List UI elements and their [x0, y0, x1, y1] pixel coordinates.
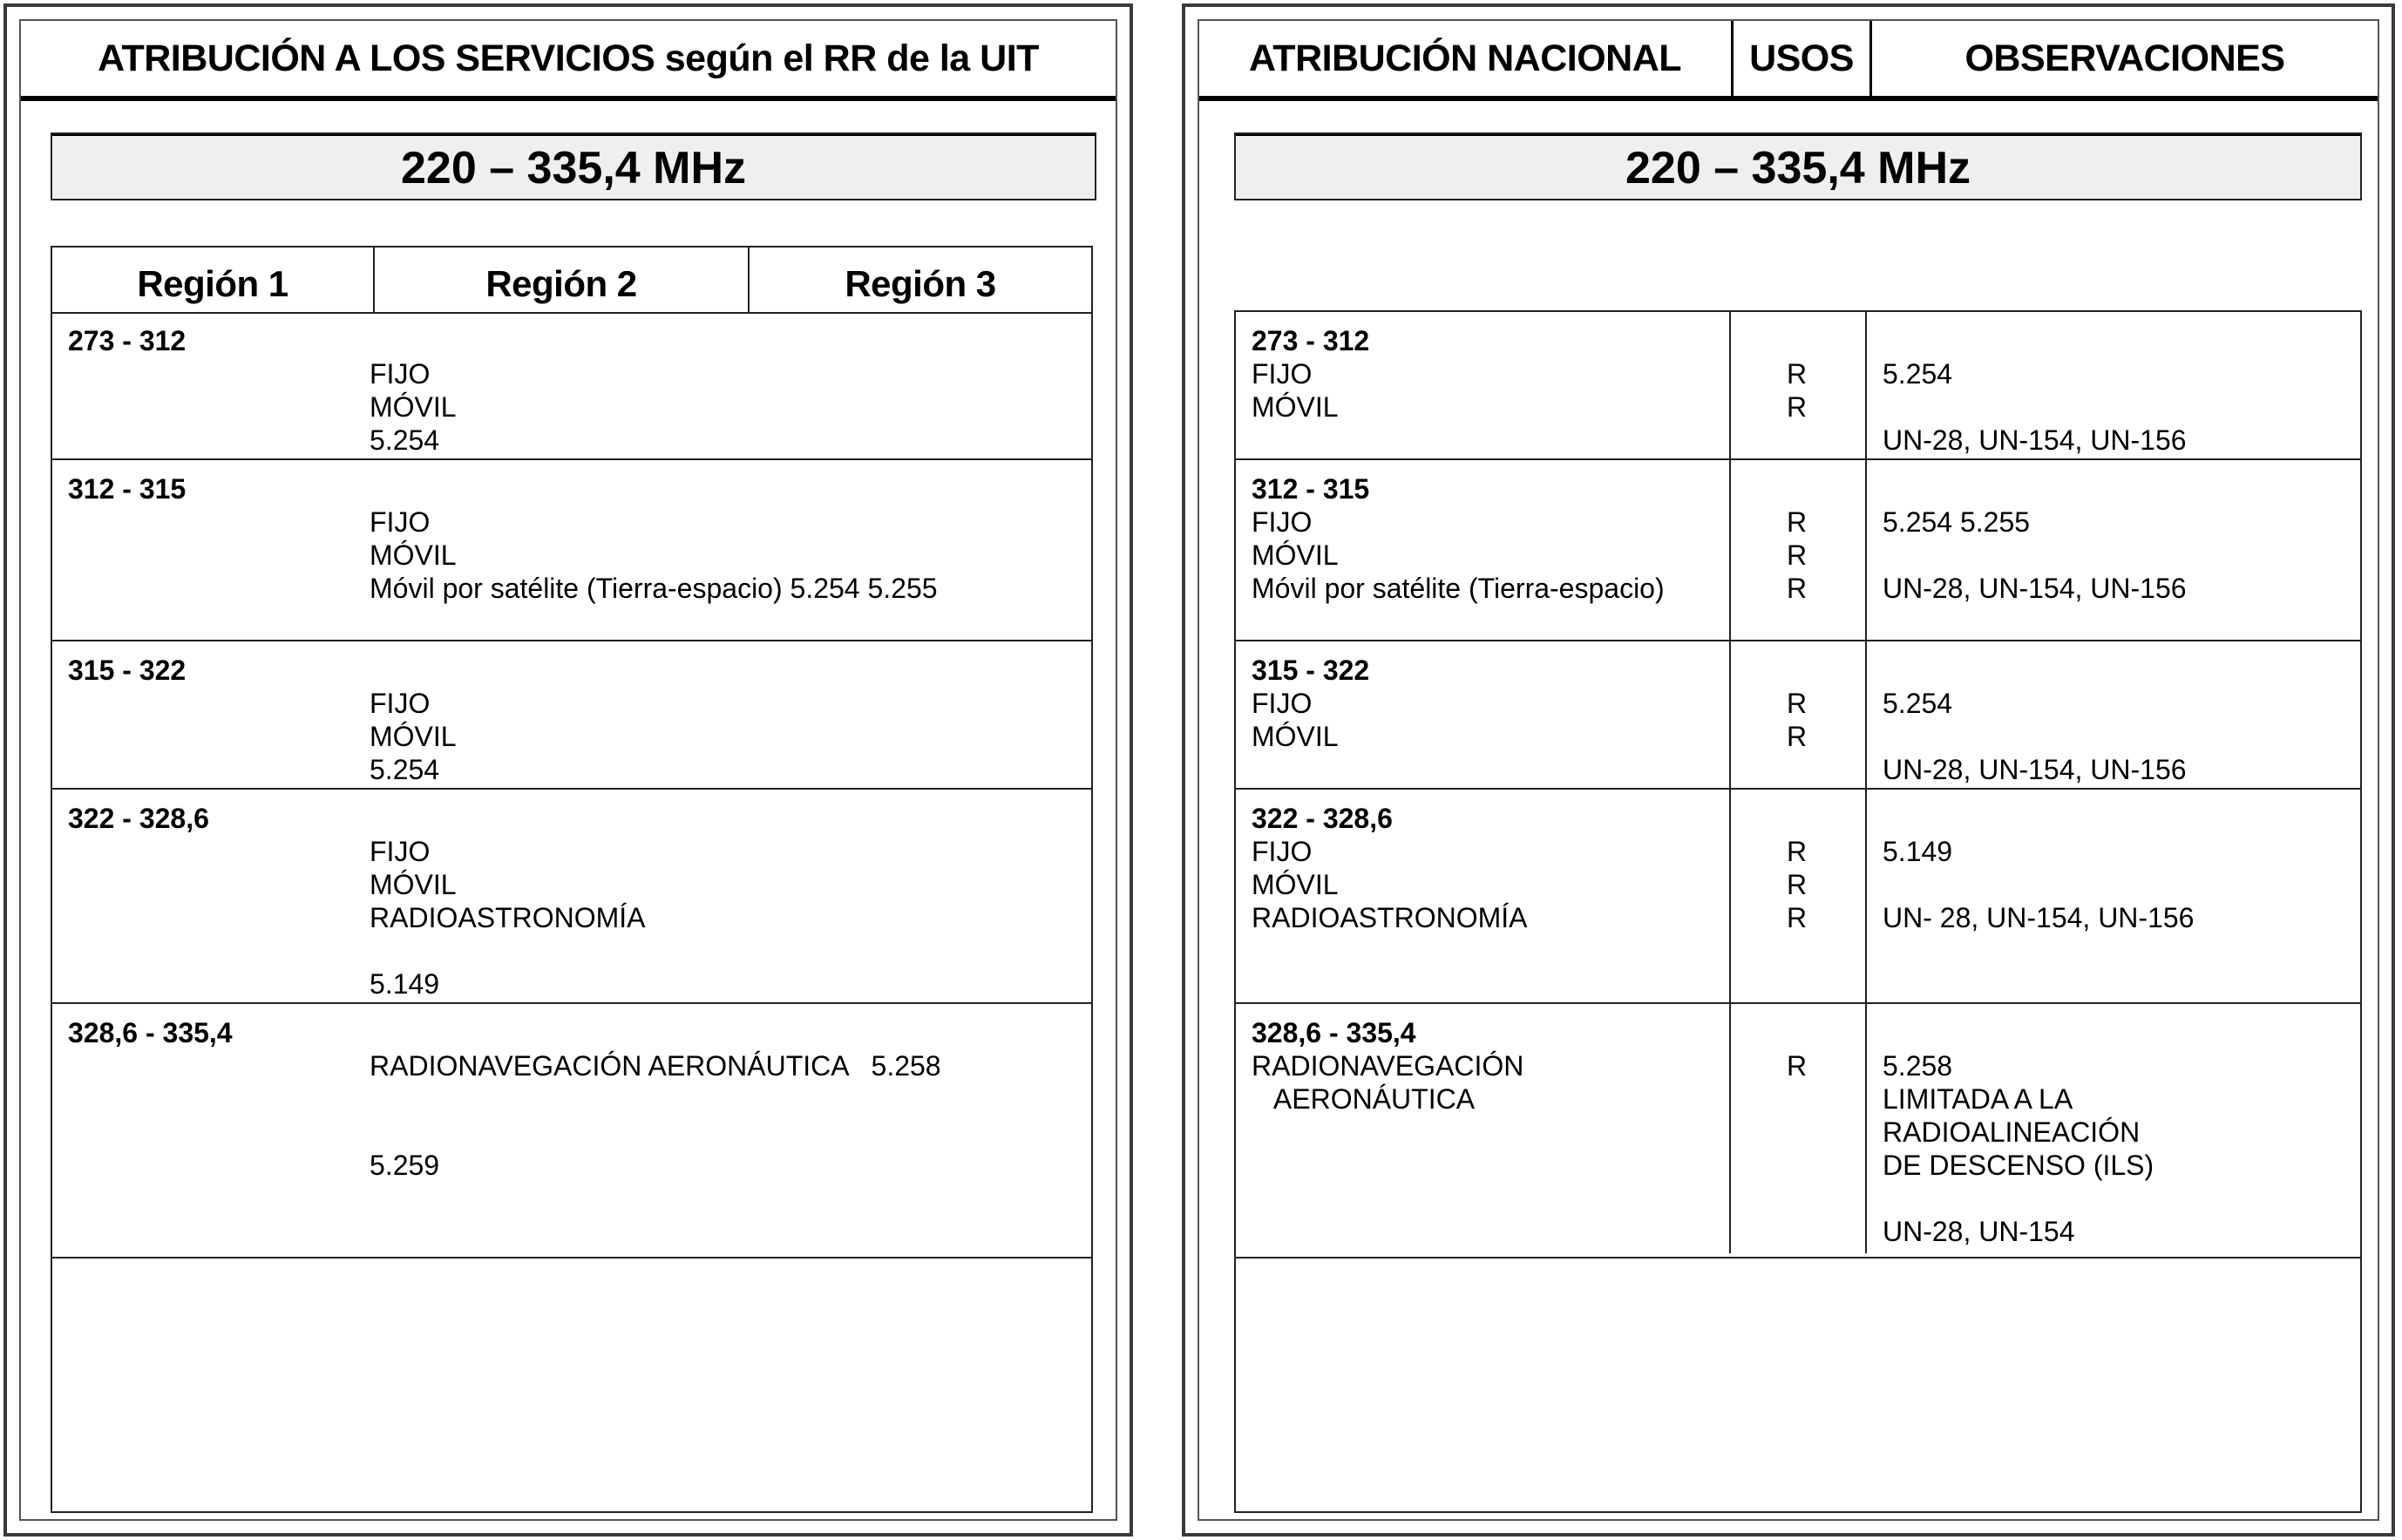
usage-code: R [1787, 836, 1808, 867]
allocation-row [1236, 790, 2360, 1004]
allocation-row [1236, 312, 2360, 460]
frequency-range: 315 - 322 [1252, 655, 1370, 686]
usage-code: R [1787, 506, 1808, 538]
observation-line: UN-28, UN-154, UN-156 [1883, 754, 2187, 785]
allocation-row [52, 312, 1091, 460]
allocation-row [1236, 460, 2360, 641]
usage-code: R [1787, 869, 1808, 900]
region-3-header: Región 3 [845, 263, 996, 304]
observation-line: UN- 28, UN-154, UN-156 [1883, 902, 2195, 933]
service-line: FIJO [1252, 506, 1313, 538]
national-allocation-panel [1182, 3, 2395, 1537]
allocation-row [52, 790, 1091, 1004]
allocation-row [1236, 1004, 2360, 1258]
national-allocation-frame [1198, 19, 2379, 1521]
national-allocation-table [1234, 310, 2362, 1513]
region-2-header: Región 2 [375, 248, 750, 312]
service-line: FIJO [370, 836, 431, 867]
observaciones-title: OBSERVACIONES [1964, 37, 2285, 79]
observation-line: LIMITADA A LA [1883, 1083, 2073, 1115]
footnote-ref: 5.254 [370, 424, 440, 456]
frequency-range: 328,6 - 335,4 [68, 1017, 233, 1048]
usage-code: R [1787, 1050, 1808, 1082]
national-allocation-title: ATRIBUCIÓN NACIONAL [1199, 21, 1734, 96]
service-line: MÓVIL [370, 539, 457, 571]
service-line: MÓVIL [1252, 869, 1339, 900]
frequency-range: 273 - 312 [68, 325, 187, 356]
observation-line: UN-28, UN-154, UN-156 [1883, 424, 2187, 456]
service-line: FIJO [1252, 358, 1313, 390]
observation-line: RADIOALINEACIÓN [1883, 1116, 2141, 1148]
frequency-range: 322 - 328,6 [68, 803, 209, 834]
itu-panel-title: ATRIBUCIÓN A LOS SERVICIOS según el RR de la UIT [21, 21, 1116, 101]
band-heading: 220 – 335,4 MHz [51, 132, 1096, 200]
service-line: Móvil por satélite (Tierra-espacio) [1252, 573, 1665, 604]
observation-line: UN-28, UN-154 [1883, 1216, 2075, 1247]
service-line: MÓVIL [1252, 539, 1339, 571]
usage-code: R [1787, 902, 1808, 933]
service-line: AERONÁUTICA [1252, 1083, 1476, 1115]
observation-line: 5.254 5.255 [1883, 506, 2031, 538]
usage-code: R [1787, 539, 1808, 571]
footnote-ref: 5.254 [370, 754, 440, 785]
usage-code: R [1787, 573, 1808, 604]
footnote-ref: 5.149 [370, 968, 440, 1000]
frequency-range: 328,6 - 335,4 [1252, 1017, 1416, 1048]
service-line: MÓVIL [370, 869, 457, 900]
service-line: RADIOASTRONOMÍA [1252, 902, 1528, 933]
service-line: RADIONAVEGACIÓN AERONÁUTICA 5.258 [370, 1050, 941, 1082]
usage-code: R [1787, 358, 1808, 390]
itu-allocation-panel [3, 3, 1133, 1537]
allocation-row [52, 1004, 1091, 1258]
frequency-range: 315 - 322 [68, 655, 187, 686]
service-line: FIJO [370, 506, 431, 538]
service-line: FIJO [1252, 688, 1313, 719]
service-line: FIJO [370, 688, 431, 719]
allocation-row [52, 641, 1091, 790]
observation-line: 5.254 [1883, 688, 1953, 719]
itu-allocation-table [51, 246, 1093, 1513]
usage-code: R [1787, 721, 1808, 752]
service-line: Móvil por satélite (Tierra-espacio) 5.254 5.255 [370, 573, 938, 604]
observation-line: 5.254 [1883, 358, 1953, 390]
observation-line: DE DESCENSO (ILS) [1883, 1150, 2154, 1181]
service-line: MÓVIL [1252, 391, 1339, 423]
allocation-row [1236, 641, 2360, 790]
footnote-ref: 5.259 [370, 1150, 440, 1181]
observation-line: UN-28, UN-154, UN-156 [1883, 573, 2187, 604]
allocation-row [52, 460, 1091, 641]
itu-allocation-frame [19, 19, 1117, 1521]
observation-line: 5.258 [1883, 1050, 1953, 1082]
service-line: RADIOASTRONOMÍA [370, 902, 646, 933]
service-line: MÓVIL [1252, 721, 1339, 752]
frequency-range: 312 - 315 [1252, 473, 1370, 505]
service-line: FIJO [1252, 836, 1313, 867]
national-panel-title-row [1199, 21, 2378, 101]
region-header-row [52, 248, 1091, 314]
region-1-header: Región 1 [52, 248, 375, 312]
frequency-range: 273 - 312 [1252, 325, 1370, 356]
service-line: FIJO [370, 358, 431, 390]
service-line: RADIONAVEGACIÓN [1252, 1050, 1524, 1082]
usos-title: USOS [1734, 21, 1872, 96]
observation-line: 5.149 [1883, 836, 1953, 867]
usage-code: R [1787, 688, 1808, 719]
band-heading: 220 – 335,4 MHz [1234, 132, 2362, 200]
service-line: MÓVIL [370, 721, 457, 752]
frequency-range: 322 - 328,6 [1252, 803, 1393, 834]
usage-code: R [1787, 391, 1808, 423]
service-line: MÓVIL [370, 391, 457, 423]
frequency-range: 312 - 315 [68, 473, 187, 505]
